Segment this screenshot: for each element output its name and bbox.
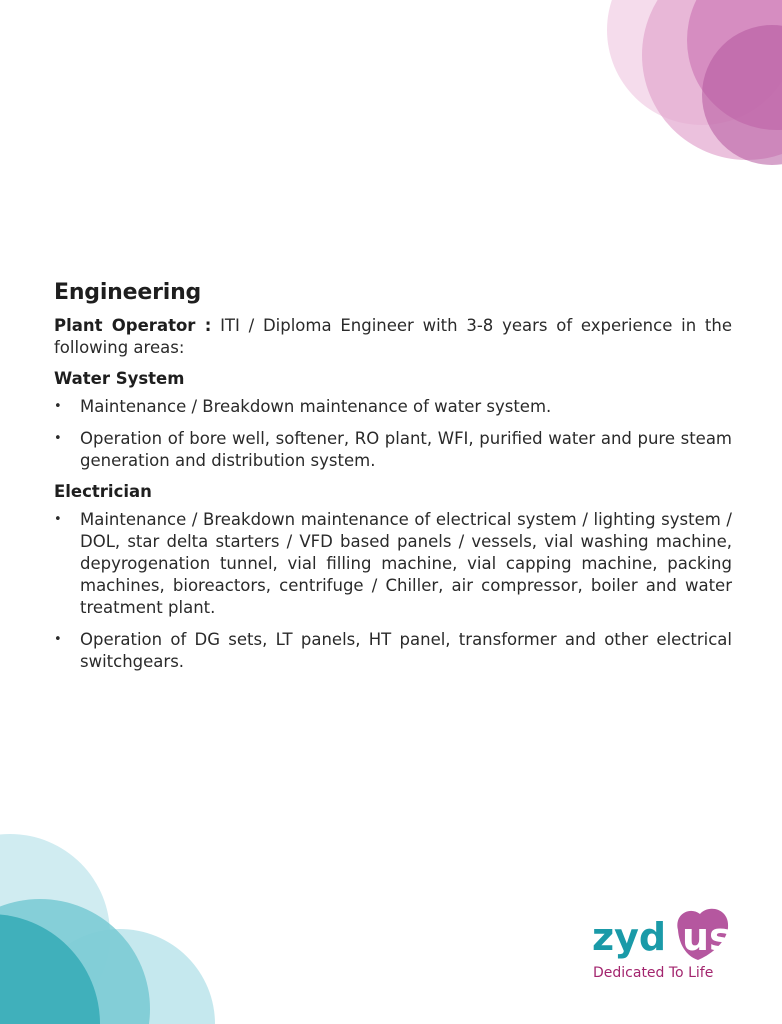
- water-system-list: [54, 396, 732, 472]
- role-intro: [54, 315, 732, 359]
- list-item-text: Operation of bore well, softener, RO plant, WFI, purified water and pure steam generation and distribution system.: [80, 429, 732, 470]
- bullet-icon: •: [54, 632, 62, 647]
- list-item: [54, 428, 732, 472]
- list-item-text: Maintenance / Breakdown maintenance of electrical system / lighting system / DOL, star delta starters / VFD based panels / vessels, vial washing machine, depyrogenation tunnel, vial filling machine, vial capping machine, packing machines, bioreactors, centrifuge / Chiller, air compressor, boiler and water treatment plant.: [80, 510, 732, 617]
- decorative-circles-bottom: [0, 819, 220, 1024]
- bullet-icon: •: [54, 399, 62, 414]
- svg-text:zyd: zyd: [592, 915, 667, 959]
- zydus-logo: [586, 900, 736, 990]
- engineering-section: [54, 280, 732, 683]
- role-description: ITI / Diploma Engineer with 3-8 years of experience in the following areas:: [54, 316, 732, 357]
- list-item: [54, 629, 732, 673]
- svg-text:us: us: [682, 915, 732, 959]
- page-heading: Engineering: [54, 280, 202, 305]
- list-item-text: Operation of DG sets, LT panels, HT panel, transformer and other electrical switchgears.: [80, 630, 732, 671]
- list-item: [54, 509, 732, 619]
- section-title-electrician: Electrician: [54, 482, 152, 501]
- decorative-circles-top: [572, 0, 782, 190]
- tagline: Dedicated To Life: [593, 965, 714, 981]
- bullet-icon: •: [54, 512, 62, 527]
- list-item: [54, 396, 732, 418]
- section-title-water-system: Water System: [54, 369, 185, 388]
- zydus-wordmark-icon: [586, 900, 736, 962]
- list-item-text: Maintenance / Breakdown maintenance of water system.: [80, 397, 552, 416]
- electrician-list: [54, 509, 732, 673]
- bullet-icon: •: [54, 431, 62, 446]
- role-title: Plant Operator :: [54, 316, 212, 335]
